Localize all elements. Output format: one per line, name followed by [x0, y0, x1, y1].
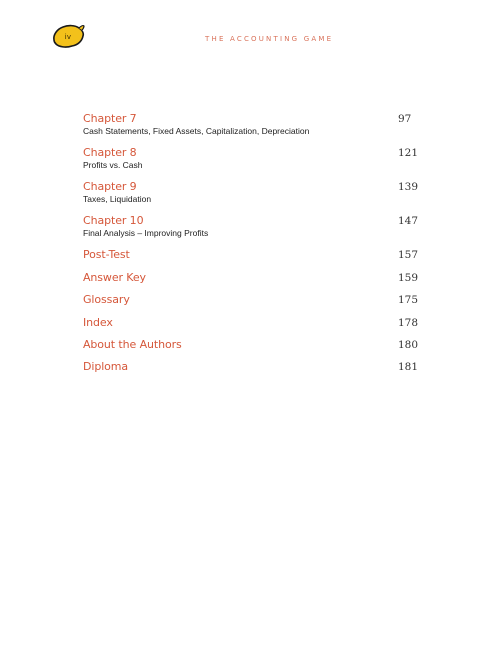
- toc-entry-title[interactable]: Chapter 9: [83, 180, 137, 193]
- toc-entry-subtitle: Profits vs. Cash: [83, 160, 143, 170]
- toc-entry-title[interactable]: About the Authors: [83, 338, 182, 351]
- toc-entry-subtitle: Final Analysis – Improving Profits: [83, 228, 209, 238]
- toc-entry-page: 121: [398, 147, 419, 159]
- toc-entry-page: 97: [398, 113, 412, 125]
- toc-entry-title[interactable]: Chapter 7: [83, 112, 137, 125]
- toc-entry-page: 180: [398, 339, 419, 351]
- toc-entry-subtitle: Cash Statements, Fixed Assets, Capitalization, Depreciation: [83, 126, 310, 136]
- toc-entry-title[interactable]: Post-Test: [83, 248, 130, 261]
- toc-entry-title[interactable]: Chapter 8: [83, 146, 137, 159]
- running-head: THE ACCOUNTING GAME: [205, 35, 334, 43]
- toc-entry-page: 178: [398, 317, 419, 329]
- page-number: iv: [64, 33, 72, 41]
- toc-entry-title[interactable]: Chapter 10: [83, 214, 144, 227]
- toc-entry-page: 157: [398, 249, 419, 261]
- toc-entry-page: 139: [398, 181, 419, 193]
- toc-entry-title[interactable]: Answer Key: [83, 271, 146, 284]
- toc-entry-title[interactable]: Index: [83, 316, 113, 329]
- toc-entry-page: 175: [398, 294, 419, 306]
- toc-entry-page: 159: [398, 272, 419, 284]
- toc-entry-title[interactable]: Diploma: [83, 360, 129, 373]
- toc-entry-page: 147: [398, 215, 419, 227]
- toc-entry-subtitle: Taxes, Liquidation: [83, 194, 152, 204]
- toc-entry-page: 181: [398, 361, 419, 373]
- toc-entry-title[interactable]: Glossary: [83, 293, 130, 306]
